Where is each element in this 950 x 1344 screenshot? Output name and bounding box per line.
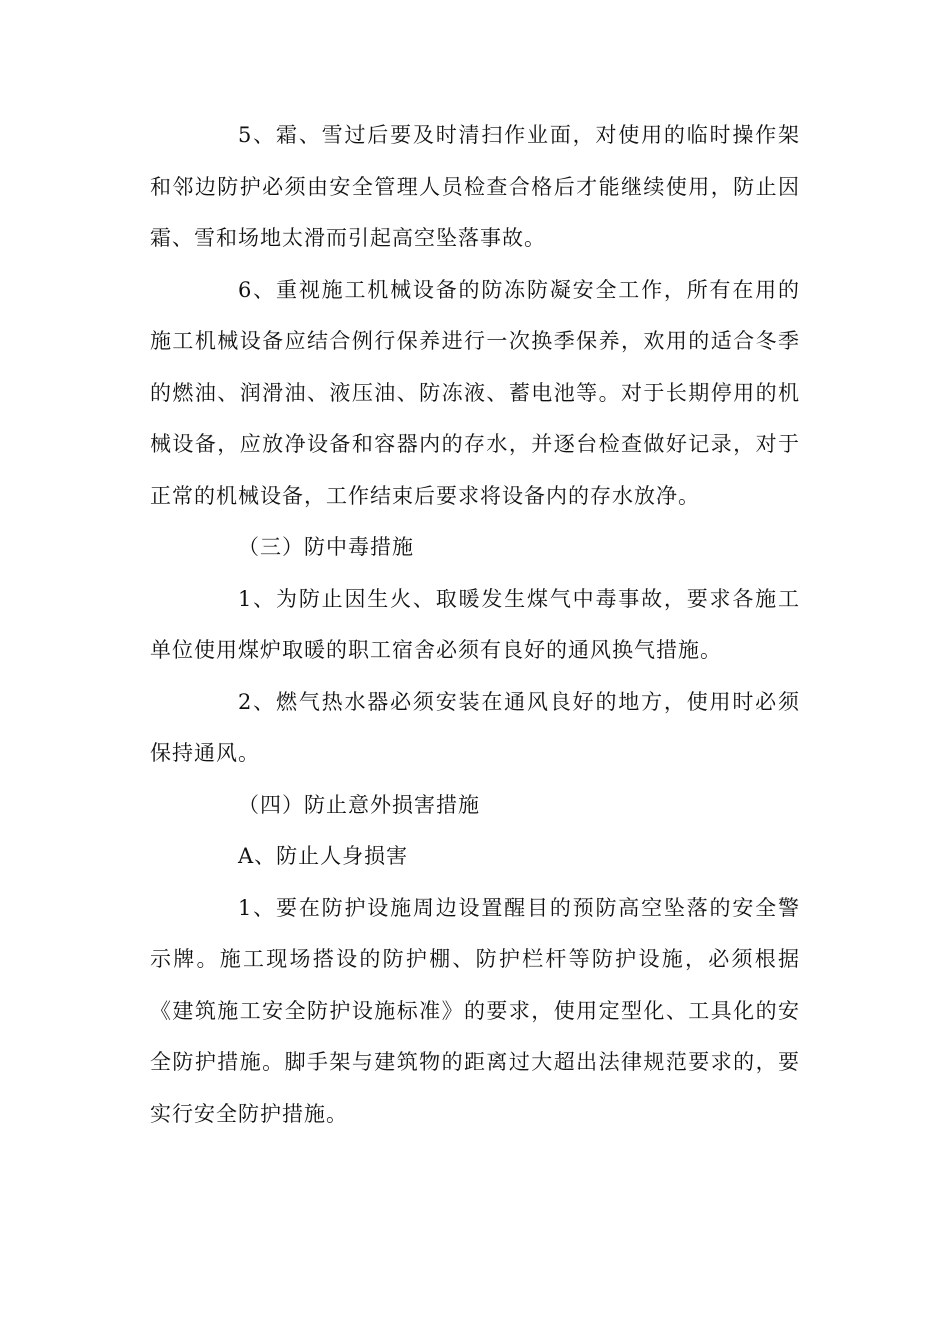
section-heading-anti-poisoning: （三）防中毒措施 <box>238 535 414 559</box>
paragraph-injury-1: 1、要在防护设施周边设置醒目的预防高空坠落的安全警示牌。施工现场搭设的防护棚、防护栏杆等防护设施，必须根据《建筑施工安全防护设施标准》的要求，使用定型化、工具化的安全防护措施。脚手架与建筑物的距离过大超出法律规范要求的，要实行安全防护措施。 <box>150 895 800 1126</box>
paragraph-item-5: 5、霜、雪过后要及时清扫作业面，对使用的临时操作架和邻边防护必须由安全管理人员检查合格后才能继续使用，防止因霜、雪和场地太滑而引起高空坠落事故。 <box>150 123 800 250</box>
paragraph-poisoning-2: 2、燃气热水器必须安装在通风良好的地方，使用时必须保持通风。 <box>150 689 800 765</box>
subheading-personal-injury: A、防止人身损害 <box>238 844 409 868</box>
paragraph-poisoning-1: 1、为防止因生火、取暖发生煤气中毒事故，要求各施工单位使用煤炉取暖的职工宿舍必须有良好的通风换气措施。 <box>150 586 800 662</box>
document-body <box>150 110 800 1140</box>
section-heading-accident-prevention: （四）防止意外损害措施 <box>238 792 480 817</box>
paragraph-item-6: 6、重视施工机械设备的防冻防凝安全工作，所有在用的施工机械设备应结合例行保养进行一次换季保养，欢用的适合冬季的燃油、润滑油、液压油、防冻液、蓄电池等。对于长期停用的机械设备，应放净设备和容器内的存水，并逐台检查做好记录，对于正常的机械设备，工作结束后要求将设备内的存水放净。 <box>150 277 800 508</box>
